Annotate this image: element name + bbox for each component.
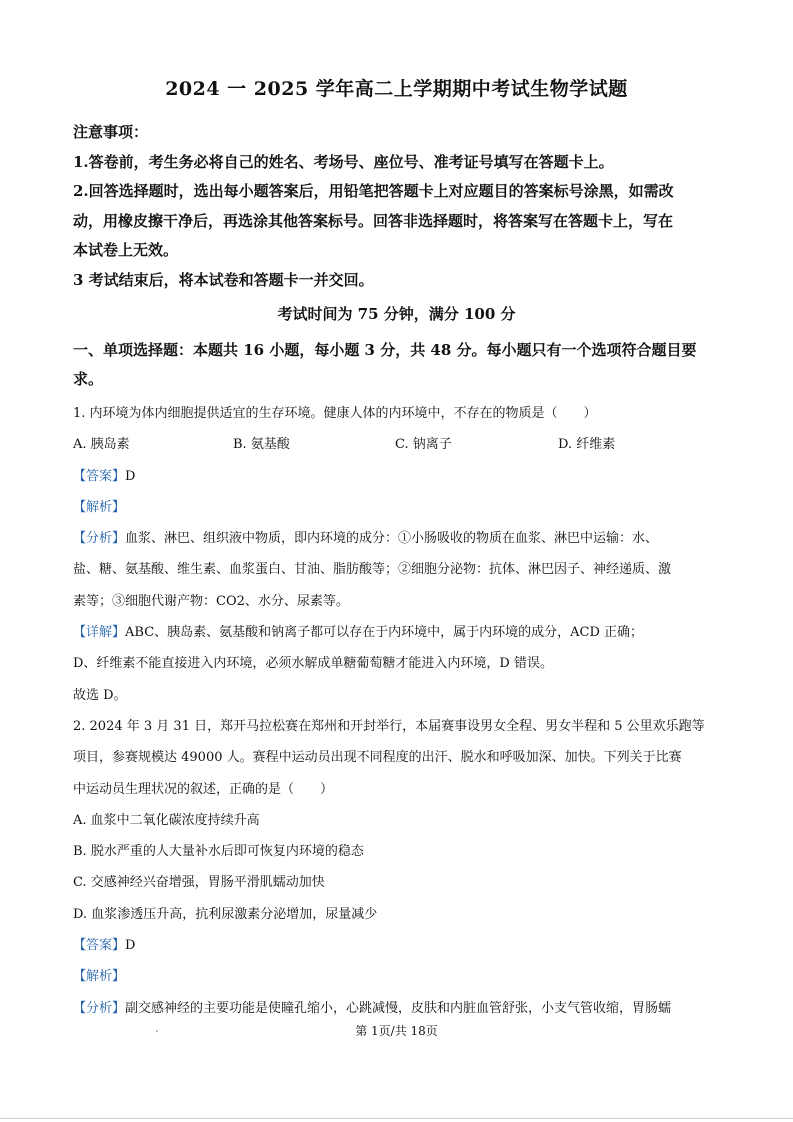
section-heading-line: 求。 (73, 370, 104, 388)
question-1-analysis (73, 492, 728, 523)
page-footer: 第 1页/共 18页 (355, 1024, 438, 1038)
option-a: A. 胰岛素 (73, 437, 130, 453)
answer-tag: 【答案】 (73, 938, 126, 954)
xiangjie-tag: 【详解】 (73, 625, 126, 641)
notice-block (73, 118, 723, 296)
option-b: B. 脱水严重的人大量补水后即可恢复内环境的稳态 (73, 844, 364, 860)
question-1-stem: 1. 内环境为体内细胞提供适宜的生存环境。健康人体的内环境中，不存在的物质是（ ） (73, 406, 597, 421)
answer-value: D (125, 468, 136, 484)
fenxi-text: 副交感神经的主要功能是使瞳孔缩小，心跳减慢，皮肤和内脏血管舒张，小支气管收缩，胃肠蠕 (125, 1000, 672, 1016)
question-2-stem: 中运动员生理状况的叙述，正确的是（ ） (73, 781, 334, 797)
fenxi-tag: 【分析】 (73, 531, 126, 547)
question-1-answer (73, 461, 728, 492)
notice-line: 1.答卷前，考生务必将自己的姓名、考场号、座位号、准考证号填写在答题卡上。 (73, 152, 614, 171)
exam-time: 考试时间为 75 分钟，满分 100 分 (277, 305, 516, 323)
fenxi-text: 盐、糖、氨基酸、维生素、血浆蛋白、甘油、脂肪酸等；②细胞分泌物：抗体、淋巴因子、神经递质、激 (73, 562, 672, 578)
question-1-fenxi (73, 523, 728, 554)
analysis-tag: 【解析】 (73, 969, 126, 985)
exam-title: 2024 一 2025 学年高二上学期期中考试生物学试题 (165, 78, 628, 100)
option-d: D. 纤维素 (558, 437, 616, 453)
option-c: C. 钠离子 (395, 437, 452, 453)
analysis-tag: 【解析】 (73, 499, 126, 515)
answer-value: D (125, 938, 136, 954)
notice-heading: 注意事项： (73, 123, 149, 141)
question-body (73, 398, 728, 1024)
fenxi-tag: 【分析】 (73, 1000, 126, 1016)
option-b: B. 氨基酸 (233, 437, 290, 453)
question-2-stem: 项目，参赛规模达 49000 人。赛程中运动员出现不同程度的出汗、脱水和呼吸加深、加快。下列关于比赛 (73, 750, 682, 766)
option-d: D. 血浆渗透压升高，抗利尿激素分泌增加，尿量减少 (73, 906, 378, 922)
option-a: A. 血浆中二氧化碳浓度持续升高 (73, 812, 260, 828)
fenxi-text: 血浆、淋巴、组织液中物质，即内环境的成分：①小肠吸收的物质在血浆、淋巴中运输：水、 (125, 531, 659, 547)
section-heading (73, 336, 728, 394)
bottom-divider (0, 1118, 793, 1119)
option-c: C. 交感神经兴奋增强，胃肠平滑肌蠕动加快 (73, 875, 325, 891)
question-2-stem: 2. 2024 年 3 月 31 日，郑开马拉松赛在郑州和开封举行，本届赛事设男女全程、男女半程和 5 公里欢乐跑等 (73, 718, 705, 734)
notice-line: 本试卷上无效。 (73, 241, 179, 260)
fenxi-text: 素等；③细胞代谢产物：CO2、水分、尿素等。 (73, 593, 349, 609)
question-1-conclusion: 故选 D。 (73, 687, 127, 703)
notice-line: 2.回答选择题时，选出每小题答案后，用铅笔把答题卡上对应题目的答案标号涂黑，如需改 (73, 182, 674, 201)
question-2-fenxi (73, 993, 728, 1024)
notice-line: 3 考试结束后，将本试卷和答题卡一并交回。 (73, 270, 374, 289)
question-2-analysis (73, 961, 728, 992)
answer-tag: 【答案】 (73, 468, 126, 484)
xiangjie-text: D、纤维素不能直接进入内环境，必须水解成单糖葡萄糖才能进入内环境，D 错误。 (73, 656, 553, 672)
notice-line: 动，用橡皮擦干净后，再选涂其他答案标号。回答非选择题时，将答案写在答题卡上，写在 (73, 211, 674, 230)
question-1-xiangjie (73, 617, 728, 648)
question-2-answer (73, 930, 728, 961)
section-heading-line: 一、单项选择题：本题共 16 小题，每小题 3 分，共 48 分。每小题只有一个选项符合题目要 (73, 341, 697, 359)
xiangjie-text: ABC、胰岛素、氨基酸和钠离子都可以存在于内环境中，属于内环境的成分，ACD 正确； (125, 625, 644, 641)
question-1-options (73, 429, 728, 460)
